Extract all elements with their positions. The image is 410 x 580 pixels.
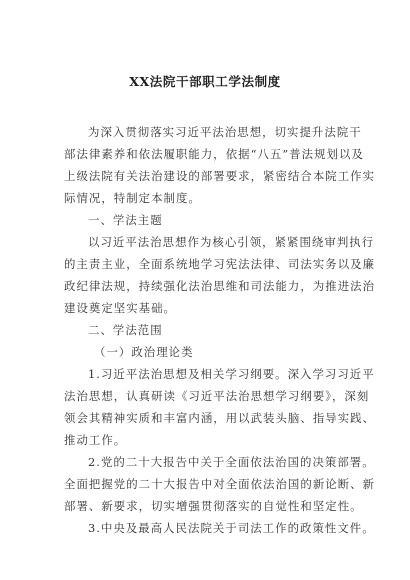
item-1-line-4: 推动工作。 — [64, 433, 127, 447]
item-3-line-1: 3.中央及最高人民法院关于司法工作的政策性文件。 — [88, 521, 375, 535]
subsection-1-heading: （一）政治理论类 — [94, 345, 194, 359]
section-1-heading: 一、学法主题 — [88, 213, 163, 227]
document-title: XX法院干部职工学法制度 — [129, 74, 281, 89]
item-2-line-2: 全面把握党的二十大报告中对全面依法治国的新论断、新 — [64, 477, 376, 491]
intro-line-3: 上级法院有关法治建设的部署要求，紧密结合本院工作实 — [64, 169, 376, 183]
intro-line-2: 部法律素养和依法履职能力，依据“八五”普法规划以及 — [64, 147, 364, 161]
item-1-line-3: 领会其精神实质和丰富内涵，用以武装头脑、指导实践、 — [64, 411, 376, 425]
section-1-line-4: 建设奠定坚实基础。 — [64, 301, 176, 315]
section-2-heading: 二、学法范围 — [88, 323, 163, 337]
section-1-line-3: 政纪律法规，持续强化法治思维和司法能力，为推进法治 — [64, 279, 376, 293]
intro-line-4: 际情况，特制定本制度。 — [64, 191, 201, 205]
intro-line-1: 为深入贯彻落实习近平法治思想，切实提升法院干 — [88, 125, 362, 139]
item-1-line-2: 法治思想，认真研读《习近平法治思想学习纲要》，深刻 — [64, 389, 370, 403]
section-1-line-2: 的主责主业，全面系统地学习宪法法律、司法实务以及廉 — [64, 257, 376, 271]
item-2-line-3: 部署、新要求，切实增强贯彻落实的自觉性和坚定性。 — [64, 499, 363, 513]
item-2-line-1: 2.党的二十大报告中关于全面依法治国的决策部署。 — [88, 455, 375, 469]
item-1-line-1: 1.习近平法治思想及相关学习纲要。深入学习习近平 — [88, 367, 375, 381]
section-1-line-1: 以习近平法治思想作为核心引领，紧紧围绕审判执行 — [88, 235, 375, 249]
